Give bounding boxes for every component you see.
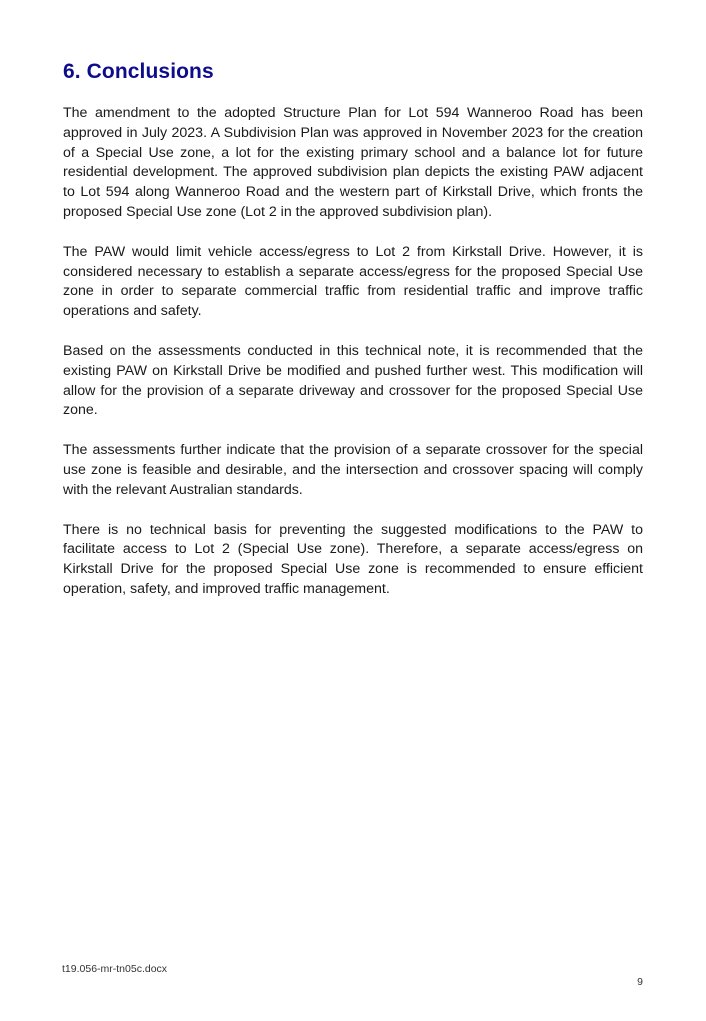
paragraph-assessments: The assessments further indicate that the provision of a separate crossover for the special use zone is feasible and desirable, and the intersection and crossover spacing will comply with the relevant Australian standards. — [63, 442, 643, 498]
paragraph-recommendation: Based on the assessments conducted in this technical note, it is recommended that the existing PAW on Kirkstall Drive be modified and pushed further west. This modification will allow for the provision of a separate driveway and crossover for the proposed Special Use zone. — [63, 342, 643, 419]
paragraph-structure-plan: The amendment to the adopted Structure Plan for Lot 594 Wanneroo Road has been approved in July 2023. A Subdivision Plan was approved in November 2023 for the creation of a Special Use zone, a lot for the existing primary school and a balance lot for future residential development. The approved subdivision plan depicts the existing PAW adjacent to Lot 594 along Wanneroo Road and the western part of Kirkstall Drive, which fronts the proposed Special Use zone (Lot 2 in the approved subdivision plan). — [63, 105, 643, 220]
section-heading: 6. Conclusions — [63, 60, 214, 83]
paragraph-paw-limit: The PAW would limit vehicle access/egress to Lot 2 from Kirkstall Drive. However, it is considered necessary to establish a separate access/egress for the proposed Special Use zone in order to separate commercial traffic from residential traffic and improve traffic operations and safety. — [63, 243, 643, 320]
footer-filename: t19.056-mr-tn05c.docx — [62, 963, 168, 975]
footer-page-number: 9 — [637, 976, 643, 988]
section-body — [63, 104, 643, 620]
paragraph-conclusion: There is no technical basis for preventing the suggested modifications to the PAW to facilitate access to Lot 2 (Special Use zone). Therefore, a separate access/egress on Kirkstall Drive for the proposed Special Use zone is recommended to ensure efficient operation, safety, and improved traffic management. — [63, 521, 643, 597]
